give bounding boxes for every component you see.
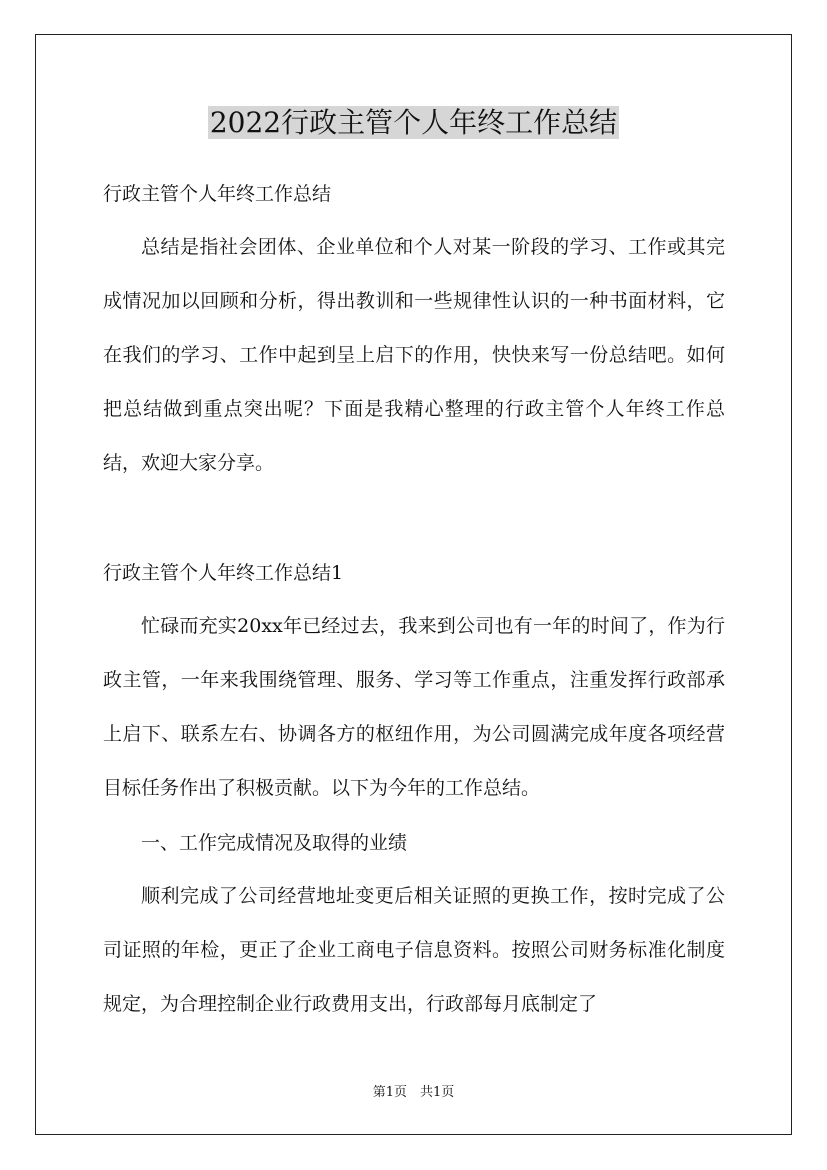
section-heading: 行政主管个人年终工作总结1 xyxy=(103,562,344,584)
body-paragraph-2: 顺利完成了公司经营地址变更后相关证照的更换工作，按时完成了公司证照的年检，更正了企业工商电子信息资料。按照公司财务标准化制度规定，为合理控制企业行政费用支出，行政部每月底制定了 xyxy=(103,885,725,1015)
document-title xyxy=(0,103,827,143)
document-subtitle: 行政主管个人年终工作总结 xyxy=(103,183,332,205)
page-footer: 第1页 共1页 xyxy=(372,1085,455,1100)
body-paragraph-1: 忙碌而充实20xx年已经过去，我来到公司也有一年的时间了，作为行政主管，一年来我围绕管理、服务、学习等工作重点，注重发挥行政部承上启下、联系左右、协调各方的枢纽作用，为公司圆满完成年度各项经营目标任务作出了积极贡献。以下为今年的工作总结。 xyxy=(103,615,725,799)
subheading-1: 一、工作完成情况及取得的业绩 xyxy=(141,832,408,854)
document-title-text: 2022行政主管个人年终工作总结 xyxy=(209,106,618,139)
intro-paragraph: 总结是指社会团体、企业单位和个人对某一阶段的学习、工作或其完成情况加以回顾和分析，得出教训和一些规律性认识的一种书面材料，它在我们的学习、工作中起到呈上启下的作用，快快来写一份总结吧。如何把总结做到重点突出呢？下面是我精心整理的行政主管个人年终工作总结，欢迎大家分享。 xyxy=(103,236,725,474)
